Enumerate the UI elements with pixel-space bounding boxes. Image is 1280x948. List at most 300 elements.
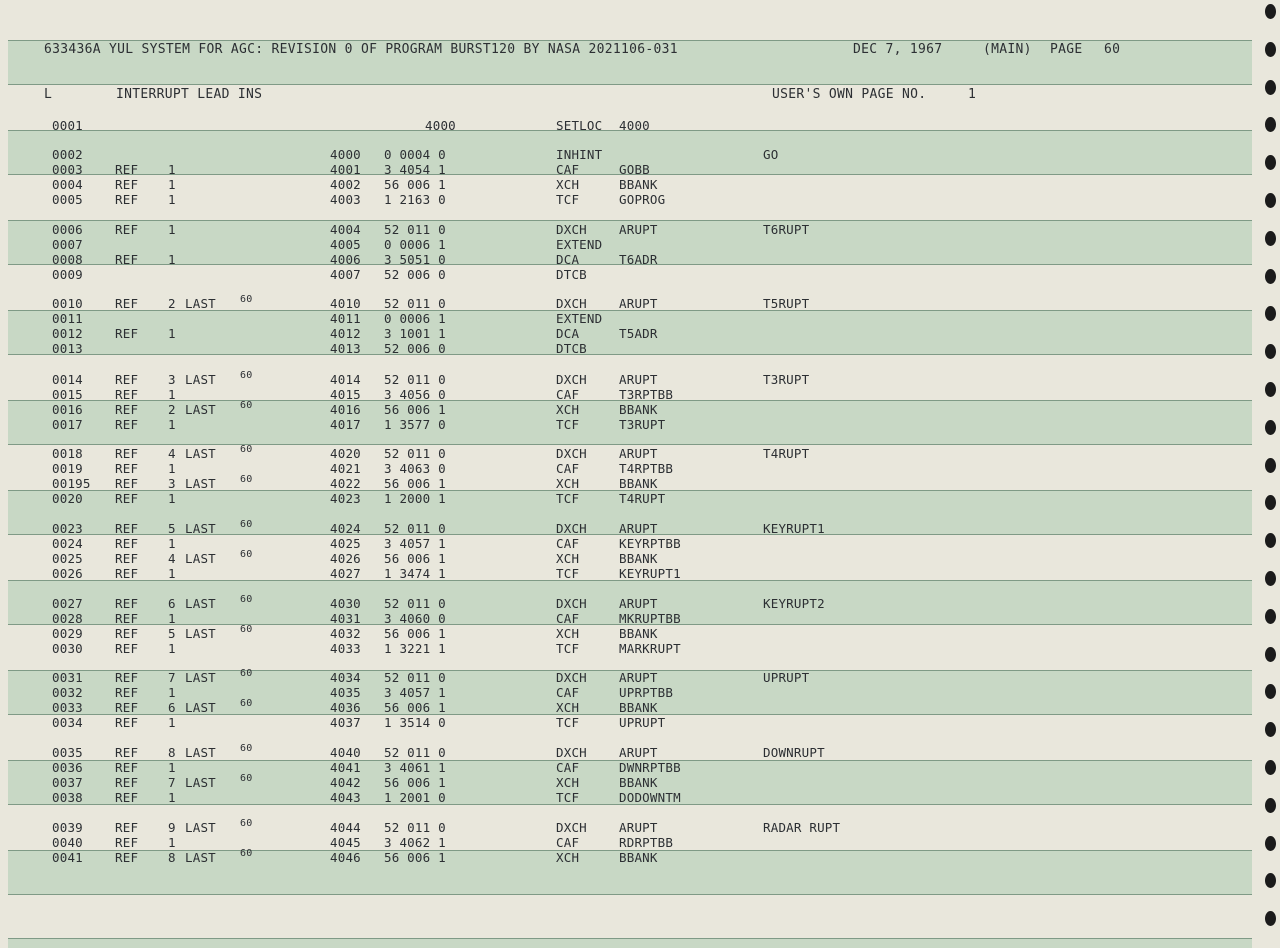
octal-word: 3 4063 0 (384, 461, 446, 476)
operand: UPRPTBB (619, 685, 674, 700)
octal-word: 1 2001 0 (384, 790, 446, 805)
ref-marker: REF (115, 850, 139, 865)
ref-count: 8 (168, 850, 176, 865)
sequence-number: 0020 (52, 491, 83, 506)
location: 4020 (330, 446, 361, 461)
opcode: DXCH (556, 820, 587, 835)
operand: ARUPT (619, 596, 658, 611)
ref-count: 4 (168, 551, 176, 566)
octal-word: 1 3474 1 (384, 566, 446, 581)
sequence-number: 0038 (52, 790, 83, 805)
feed-hole (1265, 760, 1276, 775)
band-rule (8, 84, 1252, 85)
octal-word: 1 2163 0 (384, 192, 446, 207)
ref-marker: REF (115, 372, 139, 387)
feed-hole (1265, 382, 1276, 397)
feed-hole (1265, 80, 1276, 95)
opcode: TCF (556, 192, 580, 207)
ref-marker: REF (115, 745, 139, 760)
ref-count: 1 (168, 611, 176, 626)
last-marker: LAST (185, 745, 216, 760)
feed-hole (1265, 609, 1276, 624)
octal-word: 3 4060 0 (384, 611, 446, 626)
opcode: DTCB (556, 341, 587, 356)
operand: ARUPT (619, 296, 658, 311)
feed-hole (1265, 231, 1276, 246)
last-page: 60 (240, 519, 253, 530)
ref-marker: REF (115, 461, 139, 476)
operand: KEYRUPT1 (619, 566, 681, 581)
location: 4036 (330, 700, 361, 715)
operand: DWNRPTBB (619, 760, 681, 775)
opcode: DXCH (556, 296, 587, 311)
operand: 4000 (619, 118, 650, 133)
location: 4024 (330, 521, 361, 536)
octal-word: 56 006 1 (384, 551, 446, 566)
ref-count: 1 (168, 760, 176, 775)
ref-count: 1 (168, 252, 176, 267)
sequence-number: 0034 (52, 715, 83, 730)
feed-hole (1265, 873, 1276, 888)
sequence-number: 0030 (52, 641, 83, 656)
operand: GOBB (619, 162, 650, 177)
sequence-number: 0010 (52, 296, 83, 311)
opcode: XCH (556, 177, 580, 192)
feed-hole (1265, 684, 1276, 699)
operand: UPRUPT (619, 715, 666, 730)
last-marker: LAST (185, 446, 216, 461)
ref-count: 1 (168, 790, 176, 805)
feed-hole (1265, 722, 1276, 737)
ref-count: 3 (168, 372, 176, 387)
location: 4010 (330, 296, 361, 311)
location: 4002 (330, 177, 361, 192)
location: 4003 (330, 192, 361, 207)
label-name: T3RUPT (763, 372, 810, 387)
ref-count: 1 (168, 491, 176, 506)
sequence-number: 0026 (52, 566, 83, 581)
operand: MARKRUPT (619, 641, 681, 656)
last-page: 60 (240, 848, 253, 859)
ref-marker: REF (115, 387, 139, 402)
ref-count: 1 (168, 326, 176, 341)
location: 4042 (330, 775, 361, 790)
opcode: CAF (556, 536, 580, 551)
location: 4007 (330, 267, 361, 282)
operand: BBANK (619, 626, 658, 641)
location: 4027 (330, 566, 361, 581)
ref-marker: REF (115, 790, 139, 805)
sequence-number: 0013 (52, 341, 83, 356)
octal-word: 52 011 0 (384, 222, 446, 237)
last-page: 60 (240, 549, 253, 560)
ref-count: 6 (168, 700, 176, 715)
feed-hole (1265, 571, 1276, 586)
opcode: DXCH (556, 222, 587, 237)
sequence-number: 0008 (52, 252, 83, 267)
octal-word: 0 0004 0 (384, 147, 446, 162)
ref-marker: REF (115, 685, 139, 700)
sequence-number: 0035 (52, 745, 83, 760)
sequence-number: 0024 (52, 536, 83, 551)
column-l-marker: L (44, 87, 53, 102)
last-page: 60 (240, 743, 253, 754)
last-marker: LAST (185, 700, 216, 715)
location: 4043 (330, 790, 361, 805)
ref-count: 5 (168, 626, 176, 641)
octal-word: 52 011 0 (384, 296, 446, 311)
octal-word: 52 011 0 (384, 372, 446, 387)
octal-word: 3 4057 1 (384, 536, 446, 551)
feed-hole (1265, 269, 1276, 284)
location: 4041 (330, 760, 361, 775)
opcode: DCA (556, 252, 580, 267)
last-page: 60 (240, 370, 253, 381)
feed-hole (1265, 836, 1276, 851)
ref-count: 2 (168, 402, 176, 417)
sequence-number: 0017 (52, 417, 83, 432)
operand: BBANK (619, 700, 658, 715)
label-name: UPRUPT (763, 670, 810, 685)
ref-count: 8 (168, 745, 176, 760)
operand: BBANK (619, 775, 658, 790)
opcode: TCF (556, 715, 580, 730)
location: 4000 (330, 147, 361, 162)
opcode: XCH (556, 775, 580, 790)
sequence-number: 0041 (52, 850, 83, 865)
band-rule (8, 220, 1252, 221)
operand: T4RPTBB (619, 461, 674, 476)
operand: BBANK (619, 177, 658, 192)
location: 4016 (330, 402, 361, 417)
location: 4040 (330, 745, 361, 760)
label-name: RADAR RUPT (763, 820, 841, 835)
ref-marker: REF (115, 820, 139, 835)
octal-word: 3 4057 1 (384, 685, 446, 700)
label-name: DOWNRUPT (763, 745, 825, 760)
last-page: 60 (240, 624, 253, 635)
octal-word: 52 011 0 (384, 670, 446, 685)
last-page: 60 (240, 818, 253, 829)
octal-word: 56 006 1 (384, 700, 446, 715)
opcode: EXTEND (556, 311, 603, 326)
location: 4045 (330, 835, 361, 850)
listing-header-title: 633436A YUL SYSTEM FOR AGC: REVISION 0 OF PROGRAM BURST120 BY NASA 2021106-031 (44, 42, 678, 57)
ref-marker: REF (115, 760, 139, 775)
sequence-number: 0007 (52, 237, 83, 252)
ref-count: 1 (168, 566, 176, 581)
opcode: CAF (556, 760, 580, 775)
location: 4001 (330, 162, 361, 177)
ref-count: 1 (168, 162, 176, 177)
ref-count: 7 (168, 670, 176, 685)
label-name: T5RUPT (763, 296, 810, 311)
opcode: DXCH (556, 596, 587, 611)
sequence-number: 0009 (52, 267, 83, 282)
ref-count: 1 (168, 387, 176, 402)
sequence-number: 0006 (52, 222, 83, 237)
octal-word: 52 011 0 (384, 820, 446, 835)
octal-word: 56 006 1 (384, 177, 446, 192)
opcode: DTCB (556, 267, 587, 282)
ref-marker: REF (115, 177, 139, 192)
octal-word: 1 2000 1 (384, 491, 446, 506)
opcode: XCH (556, 626, 580, 641)
opcode: CAF (556, 461, 580, 476)
last-marker: LAST (185, 626, 216, 641)
sequence-number: 0003 (52, 162, 83, 177)
band-rule (8, 894, 1252, 895)
octal-word: 0 0006 1 (384, 311, 446, 326)
last-marker: LAST (185, 551, 216, 566)
ref-marker: REF (115, 417, 139, 432)
ref-marker: REF (115, 192, 139, 207)
feed-hole (1265, 533, 1276, 548)
location: 4006 (330, 252, 361, 267)
ref-count: 1 (168, 685, 176, 700)
octal-word: 1 3577 0 (384, 417, 446, 432)
band-rule (8, 40, 1252, 41)
octal-word: 56 006 1 (384, 775, 446, 790)
ref-marker: REF (115, 521, 139, 536)
user-page-label: USER'S OWN PAGE NO. (772, 87, 927, 102)
opcode: DXCH (556, 521, 587, 536)
ref-marker: REF (115, 775, 139, 790)
ref-count: 2 (168, 296, 176, 311)
ref-marker: REF (115, 670, 139, 685)
ref-marker: REF (115, 536, 139, 551)
operand: ARUPT (619, 222, 658, 237)
opcode: XCH (556, 700, 580, 715)
last-marker: LAST (185, 372, 216, 387)
location: 4035 (330, 685, 361, 700)
section-title: INTERRUPT LEAD INS (116, 87, 263, 102)
location: 4044 (330, 820, 361, 835)
ref-marker: REF (115, 476, 139, 491)
octal-word: 52 011 0 (384, 521, 446, 536)
label-name: T4RUPT (763, 446, 810, 461)
location: 4014 (330, 372, 361, 387)
sequence-number: 0016 (52, 402, 83, 417)
last-marker: LAST (185, 820, 216, 835)
feed-hole (1265, 911, 1276, 926)
operand: ARUPT (619, 745, 658, 760)
sequence-number: 0012 (52, 326, 83, 341)
ref-count: 3 (168, 476, 176, 491)
ref-marker: REF (115, 326, 139, 341)
location: 4011 (330, 311, 361, 326)
location: 4022 (330, 476, 361, 491)
sequence-number: 0002 (52, 147, 83, 162)
last-marker: LAST (185, 596, 216, 611)
octal-word: 56 006 1 (384, 626, 446, 641)
ref-marker: REF (115, 641, 139, 656)
location: 4013 (330, 341, 361, 356)
label-name: GO (763, 147, 779, 162)
octal-word: 3 5051 0 (384, 252, 446, 267)
last-page: 60 (240, 474, 253, 485)
location: 4026 (330, 551, 361, 566)
feed-hole (1265, 155, 1276, 170)
octal-word: 52 006 0 (384, 341, 446, 356)
octal-word: 1 3221 1 (384, 641, 446, 656)
page-label: PAGE (1050, 42, 1083, 57)
ref-marker: REF (115, 446, 139, 461)
label-name: T6RUPT (763, 222, 810, 237)
sequence-number: 0029 (52, 626, 83, 641)
sequence-number: 0031 (52, 670, 83, 685)
sequence-number: 0015 (52, 387, 83, 402)
octal-word: 3 4054 1 (384, 162, 446, 177)
opcode: CAF (556, 387, 580, 402)
feed-hole (1265, 458, 1276, 473)
opcode: TCF (556, 417, 580, 432)
location: 4034 (330, 670, 361, 685)
operand: ARUPT (619, 670, 658, 685)
feed-hole (1265, 306, 1276, 321)
opcode: DXCH (556, 670, 587, 685)
octal-word: 1 3514 0 (384, 715, 446, 730)
location: 4037 (330, 715, 361, 730)
sequence-number: 0014 (52, 372, 83, 387)
location: 4017 (330, 417, 361, 432)
feed-hole (1265, 117, 1276, 132)
operand: MKRUPTBB (619, 611, 681, 626)
opcode: TCF (556, 790, 580, 805)
last-marker: LAST (185, 476, 216, 491)
label-name: KEYRUPT1 (763, 521, 825, 536)
ref-count: 9 (168, 820, 176, 835)
operand: BBANK (619, 551, 658, 566)
ref-count: 1 (168, 536, 176, 551)
location: 4023 (330, 491, 361, 506)
last-page: 60 (240, 594, 253, 605)
location: 4031 (330, 611, 361, 626)
operand: BBANK (619, 850, 658, 865)
opcode: TCF (556, 491, 580, 506)
ref-marker: REF (115, 835, 139, 850)
octal-word: 0 0006 1 (384, 237, 446, 252)
sequence-number: 0033 (52, 700, 83, 715)
opcode: CAF (556, 611, 580, 626)
location: 4000 (425, 118, 456, 133)
ref-marker: REF (115, 611, 139, 626)
opcode: XCH (556, 850, 580, 865)
last-marker: LAST (185, 521, 216, 536)
sequence-number: 0032 (52, 685, 83, 700)
ref-count: 6 (168, 596, 176, 611)
ref-count: 1 (168, 461, 176, 476)
ref-count: 7 (168, 775, 176, 790)
location: 4012 (330, 326, 361, 341)
green-band (8, 938, 1252, 948)
feed-hole (1265, 647, 1276, 662)
opcode: CAF (556, 835, 580, 850)
location: 4032 (330, 626, 361, 641)
operand: GOPROG (619, 192, 666, 207)
ref-marker: REF (115, 551, 139, 566)
listing-section: (MAIN) (983, 42, 1032, 57)
operand: T6ADR (619, 252, 658, 267)
opcode: SETLOC (556, 118, 603, 133)
last-marker: LAST (185, 296, 216, 311)
ref-marker: REF (115, 491, 139, 506)
operand: T3RPTBB (619, 387, 674, 402)
location: 4005 (330, 237, 361, 252)
band-rule (8, 938, 1252, 939)
ref-marker: REF (115, 626, 139, 641)
label-name: KEYRUPT2 (763, 596, 825, 611)
opcode: EXTEND (556, 237, 603, 252)
octal-word: 56 006 1 (384, 850, 446, 865)
location: 4015 (330, 387, 361, 402)
ref-marker: REF (115, 402, 139, 417)
operand: T3RUPT (619, 417, 666, 432)
opcode: INHINT (556, 147, 603, 162)
sequence-number: 0001 (52, 118, 83, 133)
last-marker: LAST (185, 670, 216, 685)
opcode: TCF (556, 641, 580, 656)
sequence-number: 0018 (52, 446, 83, 461)
operand: ARUPT (619, 521, 658, 536)
sequence-number: 0040 (52, 835, 83, 850)
sequence-number: 0025 (52, 551, 83, 566)
ref-count: 1 (168, 417, 176, 432)
last-page: 60 (240, 668, 253, 679)
opcode: CAF (556, 685, 580, 700)
operand: ARUPT (619, 446, 658, 461)
ref-marker: REF (115, 296, 139, 311)
last-marker: LAST (185, 775, 216, 790)
feed-hole (1265, 193, 1276, 208)
location: 4030 (330, 596, 361, 611)
sequence-number: 0004 (52, 177, 83, 192)
sequence-number: 00195 (52, 476, 91, 491)
band-rule (8, 354, 1252, 355)
last-page: 60 (240, 698, 253, 709)
operand: T5ADR (619, 326, 658, 341)
ref-marker: REF (115, 162, 139, 177)
operand: ARUPT (619, 820, 658, 835)
feed-hole (1265, 42, 1276, 57)
feed-hole (1265, 420, 1276, 435)
location: 4046 (330, 850, 361, 865)
ref-marker: REF (115, 222, 139, 237)
opcode: TCF (556, 566, 580, 581)
opcode: DXCH (556, 745, 587, 760)
last-page: 60 (240, 400, 253, 411)
opcode: DXCH (556, 446, 587, 461)
ref-count: 1 (168, 222, 176, 237)
user-page-number: 1 (968, 87, 977, 102)
ref-count: 1 (168, 641, 176, 656)
ref-marker: REF (115, 596, 139, 611)
listing-date: DEC 7, 1967 (853, 42, 943, 57)
page-number: 60 (1104, 42, 1121, 57)
octal-word: 52 011 0 (384, 446, 446, 461)
feed-hole (1265, 344, 1276, 359)
sequence-number: 0023 (52, 521, 83, 536)
opcode: DXCH (556, 372, 587, 387)
octal-word: 52 011 0 (384, 745, 446, 760)
location: 4021 (330, 461, 361, 476)
last-page: 60 (240, 444, 253, 455)
octal-word: 3 4061 1 (384, 760, 446, 775)
octal-word: 52 006 0 (384, 267, 446, 282)
sequence-number: 0011 (52, 311, 83, 326)
feed-hole (1265, 4, 1276, 19)
location: 4004 (330, 222, 361, 237)
